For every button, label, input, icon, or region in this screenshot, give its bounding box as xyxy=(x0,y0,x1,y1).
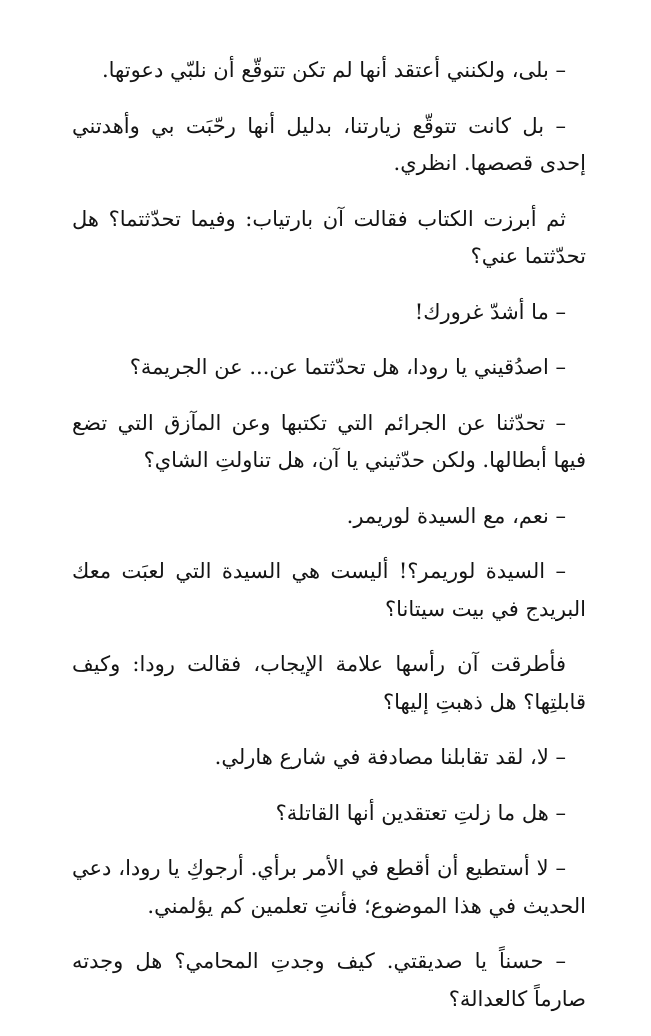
paragraph-8: – السيدة لوريمر؟! أليست هي السيدة التي لعبَت معك البريدج في بيت سيتانا؟ xyxy=(72,559,586,621)
paragraph-7: – نعم، مع السيدة لوريمر. xyxy=(346,503,566,528)
paragraph-3: ثم أبرزت الكتاب فقالت آن بارتياب: وفيما تحدّثتما؟ هل تحدّثتما عني؟ xyxy=(72,206,586,268)
paragraph-12: – لا أستطيع أن أقطع في الأمر برأي. أرجوكِ يا رودا، دعي الحديث في هذا الموضوع؛ فأنتِ تعلمين كم يؤلمني. xyxy=(72,856,586,918)
paragraph-2: – بل كانت تتوقّع زيارتنا، بدليل أنها رحّبَت بي وأهدتني إحدى قصصها. انظري. xyxy=(72,113,586,175)
paragraph-9: فأطرقت آن رأسها علامة الإيجاب، فقالت رودا: وكيف قابلتِها؟ هل ذهبتِ إليها؟ xyxy=(72,652,586,714)
paragraph-6: – تحدّثنا عن الجرائم التي تكتبها وعن المآزق التي تضع فيها أبطالها. ولكن حدّثيني يا آن، هل تناولتِ الشاي؟ xyxy=(72,410,586,472)
paragraph-4: – ما أشدّ غرورك! xyxy=(414,299,566,324)
paragraph-1: – بلى، ولكنني أعتقد أنها لم تكن تتوقّع أن نلبّي دعوتها. xyxy=(101,58,566,82)
paragraph-11: – هل ما زلتِ تعتقدين أنها القاتلة؟ xyxy=(275,800,566,825)
paragraph-13: – حسناً يا صديقتي. كيف وجدتِ المحامي؟ هل وجدته صارماً كالعدالة؟ xyxy=(72,949,586,1011)
book-page xyxy=(72,52,586,1036)
paragraph-5: – اصدُقيني يا رودا، هل تحدّثتما عن... عن الجريمة؟ xyxy=(129,355,566,379)
paragraph-10: – لا، لقد تقابلنا مصادفة في شارع هارلي. xyxy=(214,745,566,769)
